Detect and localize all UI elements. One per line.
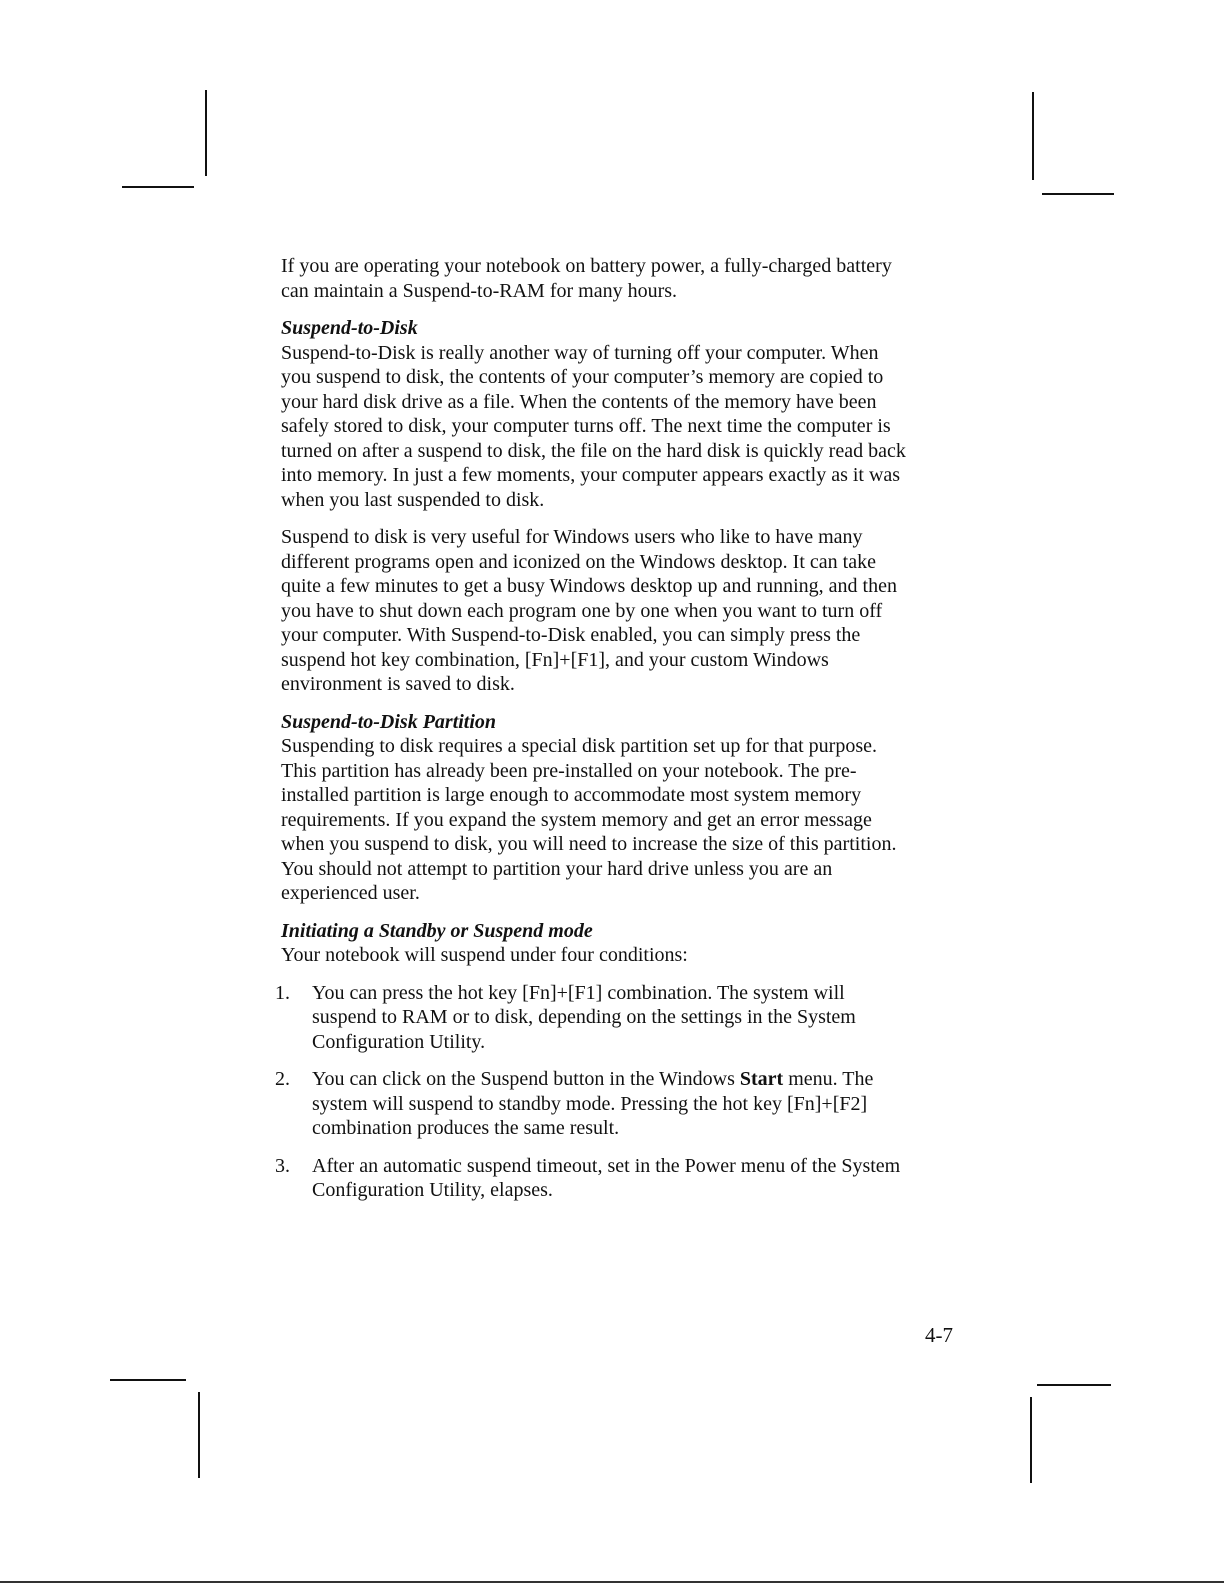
text-line: Suspend to disk is very useful for Windows users who like to have many bbox=[281, 526, 863, 548]
text-line: You should not attempt to partition your hard drive unless you are an bbox=[281, 857, 833, 880]
page-number: 4-7 bbox=[925, 1323, 953, 1347]
text-line: installed partition is large enough to accommodate most system memory bbox=[281, 784, 862, 806]
text-line: You can press the hot key [Fn]+[F1] combination. The system will bbox=[312, 981, 845, 1004]
paragraph: Your notebook will suspend under four conditions: bbox=[281, 944, 688, 966]
scan-edge-line bbox=[0, 1581, 1224, 1583]
crop-mark bbox=[122, 186, 194, 188]
section-heading: Suspend-to-Disk bbox=[281, 317, 418, 339]
list-item bbox=[275, 1067, 981, 1141]
text-line: suspend to RAM or to disk, depending on the settings in the System bbox=[312, 1006, 856, 1028]
text-line: environment is saved to disk. bbox=[281, 673, 515, 695]
text-line: system will suspend to standby mode. Pressing the hot key [Fn]+[F2] bbox=[312, 1092, 868, 1115]
text-line: suspend hot key combination, [Fn]+[F1], and your custom Windows bbox=[281, 648, 829, 671]
text-line: After an automatic suspend timeout, set in the Power menu of the System bbox=[312, 1154, 901, 1177]
section-heading: Initiating a Standby or Suspend mode bbox=[281, 919, 593, 942]
text-line: Configuration Utility, elapses. bbox=[312, 1179, 553, 1201]
intro-paragraph bbox=[281, 254, 981, 303]
text-line: safely stored to disk, your computer turns off. The next time the computer is bbox=[281, 415, 891, 437]
text-span: You can click on the Suspend button in the Windows bbox=[312, 1068, 740, 1090]
text-line: can maintain a Suspend-to-RAM for many hours. bbox=[281, 279, 678, 302]
text-line: when you suspend to disk, you will need to increase the size of this partition. bbox=[281, 833, 897, 855]
list-item bbox=[275, 1154, 981, 1203]
text-line: If you are operating your notebook on battery power, a fully-charged battery bbox=[281, 255, 892, 277]
text-line: your computer. With Suspend-to-Disk enabled, you can simply press the bbox=[281, 624, 861, 646]
crop-mark bbox=[110, 1379, 186, 1381]
text-line: into memory. In just a few moments, your computer appears exactly as it was bbox=[281, 464, 901, 486]
text-line: combination produces the same result. bbox=[312, 1117, 620, 1139]
text-line: you suspend to disk, the contents of your computer’s memory are copied to bbox=[281, 366, 884, 388]
crop-mark bbox=[1037, 1384, 1111, 1386]
list-number: 2. bbox=[275, 1068, 290, 1090]
paragraph bbox=[281, 734, 981, 906]
text-line: you have to shut down each program one by one when you want to turn off bbox=[281, 599, 883, 622]
text-line: experienced user. bbox=[281, 882, 420, 904]
text-line: your hard disk drive as a file. When the contents of the memory have been bbox=[281, 390, 877, 413]
text-line: Suspending to disk requires a special disk partition set up for that purpose. bbox=[281, 735, 878, 757]
text-line: quite a few minutes to get a busy Windows desktop up and running, and then bbox=[281, 575, 897, 597]
list-item bbox=[275, 981, 981, 1055]
crop-mark bbox=[205, 90, 207, 176]
numbered-list bbox=[275, 981, 981, 1203]
paragraph bbox=[281, 525, 981, 697]
text-line: requirements. If you expand the system memory and get an error message bbox=[281, 808, 872, 831]
text-span: menu. The bbox=[783, 1068, 874, 1090]
text-line: when you last suspended to disk. bbox=[281, 488, 545, 511]
crop-mark bbox=[198, 1392, 200, 1478]
body-text bbox=[275, 254, 981, 1216]
paragraph bbox=[281, 341, 981, 513]
text-line: This partition has already been pre-installed on your notebook. The pre- bbox=[281, 759, 857, 782]
crop-mark bbox=[1030, 1397, 1032, 1483]
list-number: 1. bbox=[275, 981, 290, 1004]
list-number: 3. bbox=[275, 1154, 290, 1177]
section-heading: Suspend-to-Disk Partition bbox=[281, 710, 497, 733]
crop-mark bbox=[1042, 193, 1114, 195]
crop-mark bbox=[1032, 92, 1034, 180]
menu-name: Start bbox=[739, 1068, 784, 1090]
text-line: turned on after a suspend to disk, the file on the hard disk is quickly read back bbox=[281, 439, 906, 462]
text-line: different programs open and iconized on the Windows desktop. It can take bbox=[281, 550, 876, 573]
text-line bbox=[312, 1067, 981, 1092]
text-line: Configuration Utility. bbox=[312, 1030, 486, 1053]
text-line: Suspend-to-Disk is really another way of turning off your computer. When bbox=[281, 341, 879, 364]
